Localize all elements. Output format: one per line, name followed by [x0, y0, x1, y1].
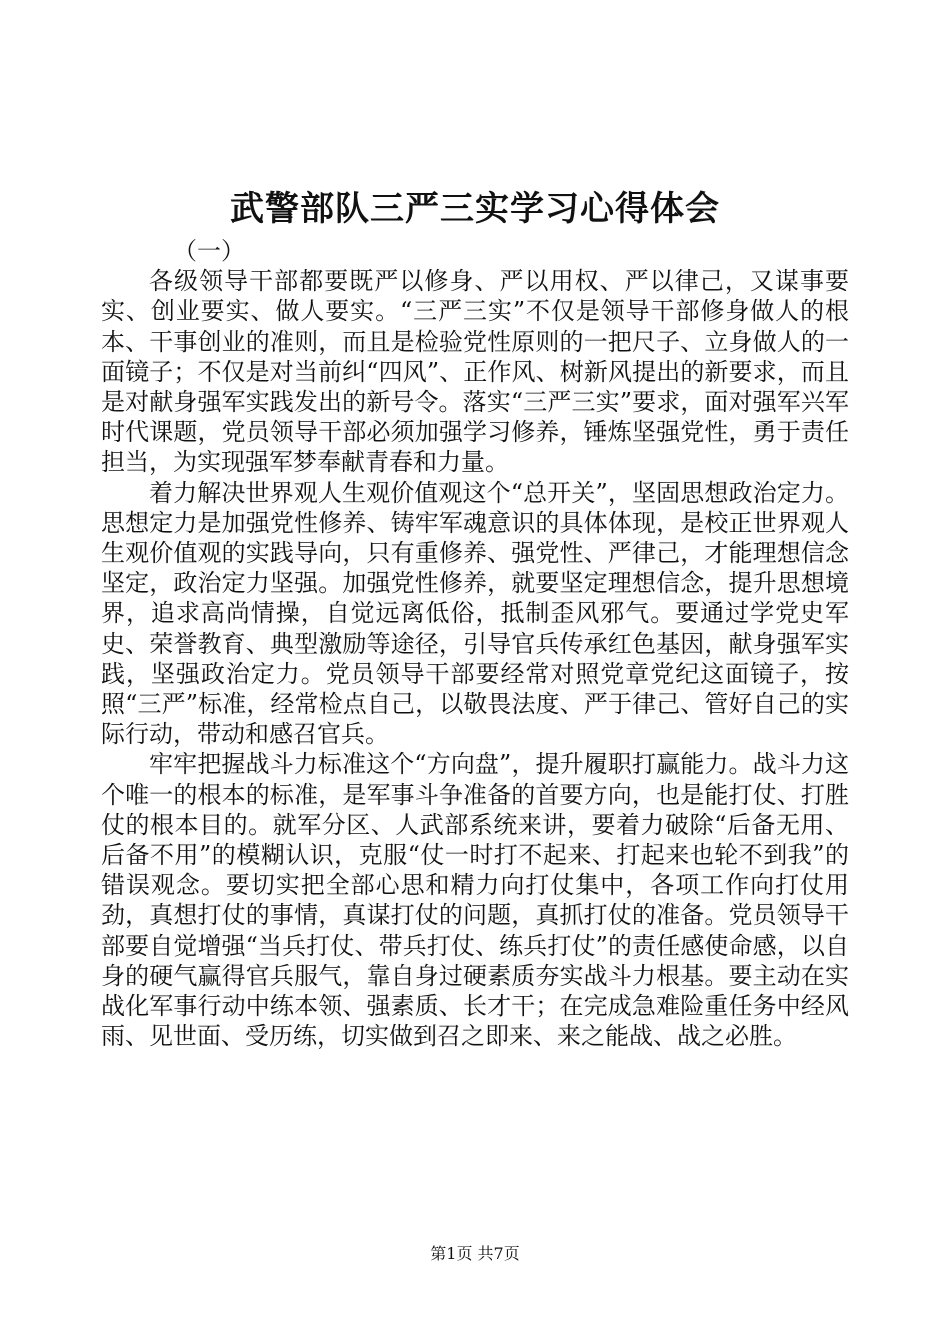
body-paragraph: 牢牢把握战斗力标准这个“方向盘”，提升履职打赢能力。战斗力这个唯一的根本的标准，是军事斗争准备的首要方向，也是能打仗、打胜仗的根本目的。就军分区、人武部系统来讲，要着力破除“后备无用、后备不用”的模糊认识，克服“仗一时打不起来、打起来也轮不到我”的错误观念。要切实把全部心思和精力向打仗集中，各项工作向打仗用劲，真想打仗的事情，真谋打仗的问题，真抓打仗的准备。党员领导干部要自觉增强“当兵打仗、带兵打仗、练兵打仗”的责任感使命感，以自身的硬气赢得官兵服气，靠自身过硬素质夯实战斗力根基。要主动在实战化军事行动中练本领、强素质、长才干；在完成急难险重任务中经风雨、见世面、受历练，切实做到召之即来、来之能战、战之必胜。 — [101, 750, 849, 1051]
page-footer: 第1页 共7页 — [430, 1244, 520, 1263]
document-title: 武警部队三严三实学习心得体会 — [230, 189, 720, 229]
body-paragraph: 各级领导干部都要既严以修身、严以用权、严以律己，又谋事要实、创业要实、做人要实。“三严三实”不仅是领导干部修身做人的根本、干事创业的准则，而且是检验党性原则的一把尺子、立身做人的一面镜子；不仅是对当前纠“四风”、正作风、树新风提出的新要求，而且是对献身强军实践发出的新号令。落实“三严三实”要求，面对强军兴军时代课题，党员领导干部必须加强学习修养，锤炼坚强党性，勇于责任担当，为实现强军梦奉献青春和力量。 — [101, 267, 849, 477]
body-paragraph: 着力解决世界观人生观价值观这个“总开关”，坚固思想政治定力。思想定力是加强党性修养、铸牢军魂意识的具体体现，是校正世界观人生观价值观的实践导向，只有重修养、强党性、严律己，才能理想信念坚定，政治定力坚强。加强党性修养，就要坚定理想信念，提升思想境界，追求高尚情操，自觉远离低俗，抵制歪风邪气。要通过学党史军史、荣誉教育、典型激励等途径，引导官兵传承红色基因，献身强军实践，坚强政治定力。党员领导干部要经常对照党章党纪这面镜子，按照“三严”标准，经常检点自己，以敬畏法度、严于律己、管好自己的实际行动，带动和感召官兵。 — [101, 478, 849, 749]
document-body — [101, 236, 849, 1051]
section-label: （一） — [173, 237, 245, 265]
